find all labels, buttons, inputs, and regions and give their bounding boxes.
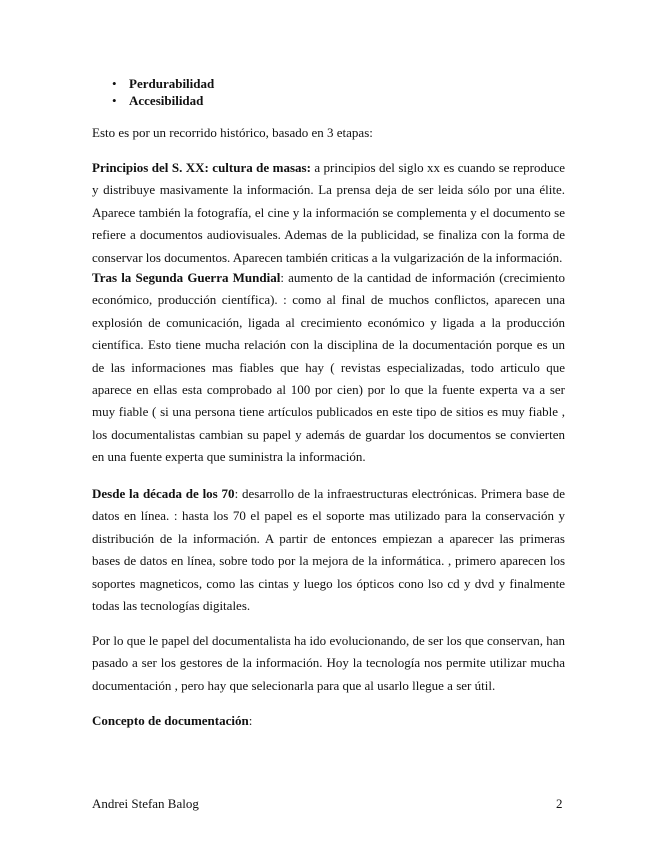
etapa-3-paragraph: [92, 483, 565, 617]
concepto-paragraph: [92, 710, 565, 732]
bullet-icon: •: [112, 93, 117, 108]
etapa-3-text: : desarrollo de la infraestructuras electrónicas. Primera base de datos en línea. : hasta los 70 el papel es el soporte mas utilizado para la conservación y distribución de la información. A partir de entonces empiezan a aparecer las primeras bases de datos en línea, sobre todo por la mejora de la informática. , primero aparecen los soportes magneticos, como las cintas y luego los ópticos cono lso cd y dvd y finalmente todas las tecnologías digitales.: [92, 486, 565, 614]
bullet-icon: •: [112, 76, 117, 91]
etapa-2-text: : aumento de la cantidad de información (crecimiento económico, producción científica). : como al final de muchos conflictos, aparecen una explosión de comunicación, ligada al crecimiento económico y ligada a la producción científica. Esto tiene mucha relación con la disciplina de la documentación porque es un de las informaciones mas fiables que hay ( revistas especializadas, todo articulo que aparece en ellas esta comprobado al 100 por cien) por lo que la fuente experta va a ser muy fiable ( si una persona tiene artículos publicados en este tipo de sitios es muy fiable , los documentalistas cambian su papel y además de guardar los documentos se convierten en una fuente experta que suministra la información.: [92, 270, 565, 465]
etapa-2-paragraph: [92, 267, 565, 469]
concepto-heading: Concepto de documentación: [92, 713, 249, 728]
conclusion-paragraph: Por lo que le papel del documentalista ha ido evolucionando, de ser los que conservan, han pasado a ser los gestores de la información. Hoy la tecnología nos permite utilizar mucha documentación , pero hay que selecionarla para que al usarlo llegue a ser útil.: [92, 633, 565, 693]
etapa-2-heading: Tras la Segunda Guerra Mundial: [92, 270, 281, 285]
bullet-list: [112, 75, 214, 109]
footer-page-number: 2: [556, 796, 563, 811]
concepto-suffix: :: [248, 713, 253, 728]
intro-paragraph: Esto es por un recorrido histórico, basado en 3 etapas:: [92, 125, 373, 140]
etapa-1-paragraph: [92, 157, 565, 269]
bullet-text: Accesibilidad: [129, 93, 204, 108]
list-item: [112, 75, 214, 92]
etapa-3-heading: Desde la década de los 70: [92, 486, 235, 501]
list-item: [112, 92, 214, 109]
etapa-1-text: a principios del siglo xx es cuando se reproduce y distribuye masivamente la información. La prensa deja de ser leida sólo por una élite. Aparece también la fotografía, el cine y la información se complementa y el documento se refiere a documentos audiovisuales. Ademas de la publicidad, se finaliza con la forma de conservar los documentos. Aparecen también criticas a la vulgarización de la información.: [92, 160, 565, 265]
etapa-1-heading: Principios del S. XX: cultura de masas:: [92, 160, 311, 175]
footer-author: Andrei Stefan Balog: [92, 796, 199, 811]
bullet-text: Perdurabilidad: [129, 76, 215, 91]
